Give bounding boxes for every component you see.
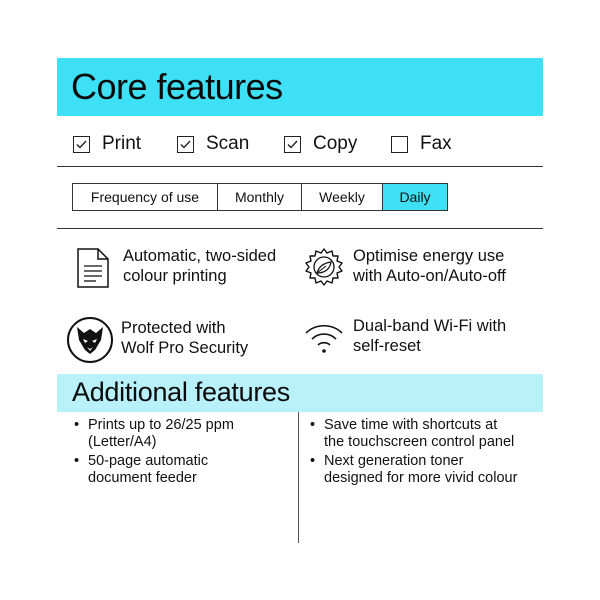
additional-features-title: Additional features (72, 377, 290, 407)
feature-text: Optimise energy use with Auto-on/Auto-off (353, 247, 506, 285)
capability-print (73, 133, 141, 155)
frequency-of-use-selector (72, 183, 448, 211)
checkbox-copy (284, 136, 301, 153)
list-item: • 50-page automatic document feeder (72, 453, 287, 487)
wifi-icon (302, 316, 346, 360)
checkbox-print (73, 136, 90, 153)
checkmark-icon (179, 138, 192, 151)
energy-leaf-icon (302, 246, 346, 290)
capability-fax (391, 133, 452, 155)
feature-text: Protected with Wolf Pro Security (121, 319, 249, 357)
feature-text: Dual-band Wi-Fi with self-reset (353, 317, 507, 355)
capability-label: Print (102, 133, 142, 154)
capabilities-row (57, 121, 543, 165)
checkbox-scan (177, 136, 194, 153)
frequency-option-weekly: Weekly (302, 184, 383, 210)
core-features-title: Core features (71, 66, 283, 107)
feature-security (66, 316, 248, 364)
column-divider (298, 412, 299, 543)
additional-features-right-list (308, 417, 548, 489)
list-item: • Prints up to 26/25 ppm (Letter/A4) (72, 417, 287, 451)
feature-wifi (302, 316, 506, 360)
frequency-option-monthly: Monthly (218, 184, 302, 210)
core-features-banner (57, 58, 543, 116)
frequency-option-daily: Daily (383, 184, 447, 210)
checkmark-icon (75, 138, 88, 151)
list-item: • Save time with shortcuts at the touchscreen control panel (308, 417, 548, 451)
feature-duplex-printing (72, 246, 276, 290)
checkmark-icon (286, 138, 299, 151)
capability-label: Scan (206, 133, 250, 154)
additional-features-left-list (72, 417, 287, 489)
list-item: • Next generation toner designed for more vivid colour (308, 453, 548, 487)
capability-label: Copy (313, 133, 358, 154)
divider (57, 166, 543, 167)
additional-features-banner (57, 374, 543, 412)
checkbox-fax (391, 136, 408, 153)
feature-energy (302, 246, 506, 290)
frequency-label: Frequency of use (73, 184, 218, 210)
wolf-shield-icon (66, 316, 114, 364)
document-icon (72, 246, 116, 290)
feature-text: Automatic, two-sided colour printing (123, 247, 277, 285)
divider (57, 228, 543, 229)
capability-scan (177, 133, 249, 155)
capability-label: Fax (420, 133, 452, 154)
capability-copy (284, 133, 357, 155)
